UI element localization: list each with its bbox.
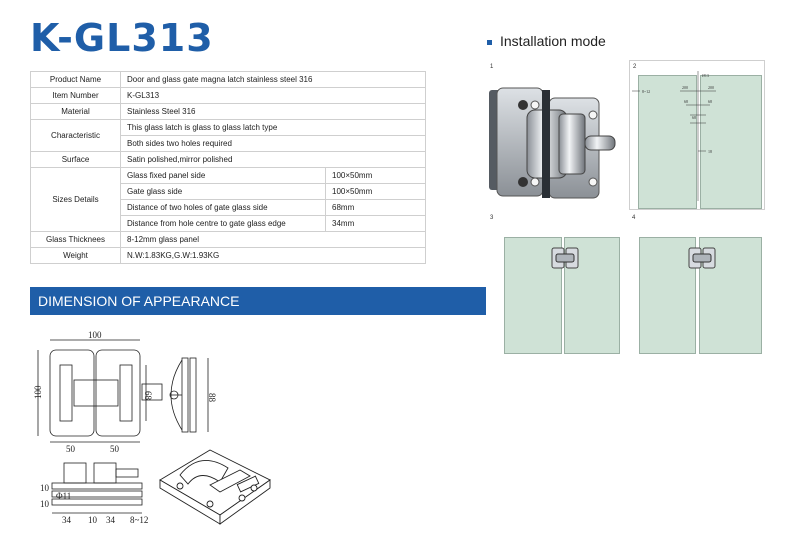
dim-label: 200	[708, 85, 714, 90]
dim-label: 100	[33, 385, 43, 399]
latch-photo-icon	[487, 60, 622, 210]
spec-table	[30, 71, 426, 264]
dim-label: Φ11	[56, 491, 72, 501]
row-label: Product Name	[31, 72, 121, 88]
latch-3d-render-icon	[150, 440, 280, 530]
row-value: Door and glass gate magna latch stainless steel 316	[121, 72, 426, 88]
installation-panel-1	[487, 60, 622, 210]
dim-label: 68	[684, 99, 688, 104]
dim-label: 68	[692, 115, 696, 120]
size-name: Distance of two holes of gate glass side	[121, 200, 326, 216]
table-row	[31, 104, 426, 120]
row-label: Weight	[31, 248, 121, 264]
panel-number: 3	[490, 215, 494, 221]
row-label: Item Number	[31, 88, 121, 104]
row-label: Surface	[31, 152, 121, 168]
installation-heading	[487, 33, 606, 49]
dim-label: 8~12	[642, 89, 651, 94]
dimension-lines-icon	[630, 61, 766, 211]
table-row	[31, 168, 426, 184]
dim-label: 10	[40, 499, 49, 509]
row-value: This glass latch is glass to glass latch type	[121, 120, 426, 136]
latch-mounted-icon	[687, 246, 717, 270]
bottom-view-drawing-icon	[30, 455, 150, 535]
row-value: 8-12mm glass panel	[121, 232, 426, 248]
row-label: Glass Thicknees	[31, 232, 121, 248]
dim-label: 100	[88, 330, 102, 340]
dimension-heading-bar: DIMENSION OF APPEARANCE	[30, 287, 486, 315]
panel-number: 4	[632, 215, 636, 221]
row-value: N.W:1.83KG,G.W:1.93KG	[121, 248, 426, 264]
dim-label: 88	[207, 393, 217, 402]
installation-panel-4	[629, 213, 765, 353]
size-value: 68mm	[326, 200, 426, 216]
latch-mounted-icon	[550, 246, 580, 270]
table-row	[31, 232, 426, 248]
installation-panel-2	[629, 60, 765, 210]
dim-label: 200	[682, 85, 688, 90]
table-row	[31, 72, 426, 88]
dim-label: 8~12	[130, 515, 149, 525]
panel-number: 1	[490, 64, 494, 70]
dim-label: 68	[708, 99, 712, 104]
dim-label: 34	[62, 515, 71, 525]
dim-label: 10	[88, 515, 97, 525]
table-row	[31, 88, 426, 104]
row-label: Material	[31, 104, 121, 120]
dim-label: 18	[708, 149, 712, 154]
dim-label: 68	[143, 391, 153, 400]
side-view-drawing-icon	[152, 350, 222, 450]
dim-label: 50	[66, 444, 75, 454]
panel-number: 2	[633, 64, 637, 70]
row-value: Stainless Steel 316	[121, 104, 426, 120]
product-title: K-GL313	[30, 16, 214, 60]
dim-label: 50	[110, 444, 119, 454]
table-row	[31, 248, 426, 264]
size-name: Gate glass side	[121, 184, 326, 200]
row-value: K-GL313	[121, 88, 426, 104]
dim-label: Ø13	[702, 73, 709, 78]
installation-panel-3	[487, 213, 622, 353]
row-label: Characteristic	[31, 120, 121, 152]
size-name: Glass fixed panel side	[121, 168, 326, 184]
row-label: Sizes Details	[31, 168, 121, 232]
dim-label: 10	[40, 483, 49, 493]
size-name: Distance from hole centre to gate glass edge	[121, 216, 326, 232]
dim-label: 34	[106, 515, 115, 525]
size-value: 100×50mm	[326, 184, 426, 200]
table-row	[31, 120, 426, 136]
row-value: Both sides two holes required	[121, 136, 426, 152]
row-value: Satin polished,mirror polished	[121, 152, 426, 168]
square-bullet-icon	[487, 40, 492, 45]
installation-heading-text: Installation mode	[500, 33, 606, 49]
table-row	[31, 152, 426, 168]
size-value: 34mm	[326, 216, 426, 232]
size-value: 100×50mm	[326, 168, 426, 184]
